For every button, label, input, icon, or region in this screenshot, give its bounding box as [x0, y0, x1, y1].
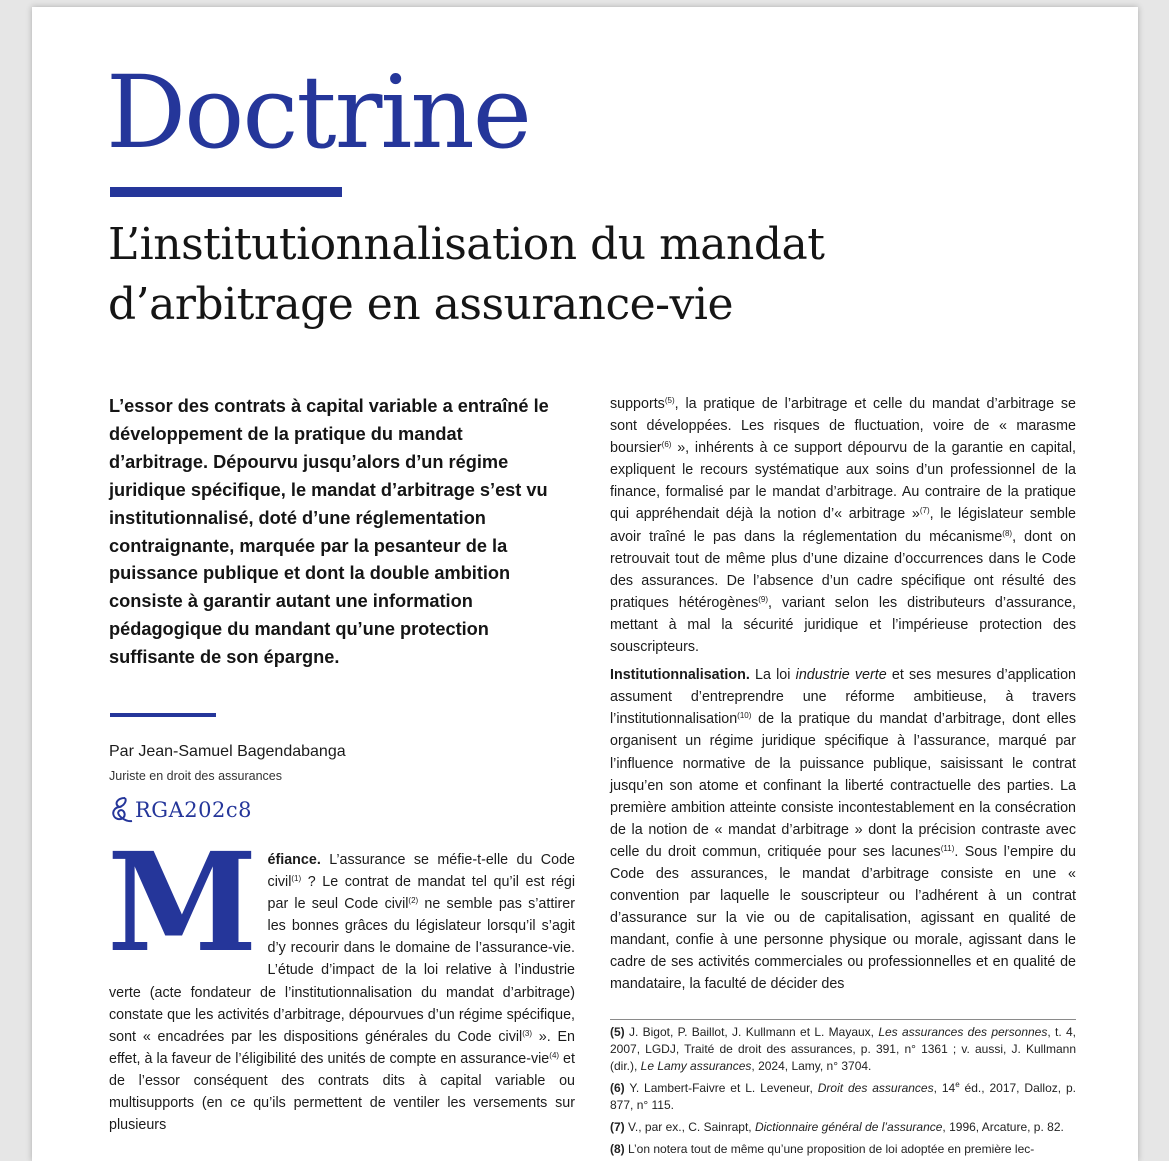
footnote-separator [610, 1019, 1076, 1020]
footnote-ref[interactable]: 1 [294, 874, 299, 884]
footnote-ref[interactable]: 7 [922, 506, 927, 516]
footnote-ref[interactable]: 11 [943, 843, 952, 853]
opening-paragraph: Méfiance. L’assurance se méfie-t-elle du Code civil$^{(1)}$ ? Le contrat de mandat tel qu’il est régi par le seul Code civil$^{(2)}$ ne semble pas s’attirer les bonnes grâces du législateur lorsqu’il s’agit d’y recourir dans le domaine de l’assurance-vie. L’étude d’impact de la loi relative à l’industrie verte (acte fondateur de l’institutionnalisation du mandat d’arbitrage) constate que les activités d’arbitrage, dépourvues d’un régime spécifique, sont « encadrées par les dispositions générales du Code civil$^{(3)}$ ». En effet, à la faveur de l’éligibilité des unités de compte en assurance-vie$^{(4)}$ et de l’essor conséquent des contrats dits à capital variable ou multisupports (en ce qu’ils permettent de ventiler les versements sur plusieurs [107, 823, 575, 1134]
paragraph-heading: éfiance. [267, 852, 321, 868]
footnote-text: L’on notera tout de même qu’une proposition de loi adoptée en première lec- [624, 1142, 1035, 1156]
body-text: et de l’essor conséquent des contrats dits à capital variable ou multisupports (en ce qu’ils permettent de ventiler les versements sur plusieurs [109, 1050, 575, 1134]
footnote [610, 1080, 1076, 1114]
left-column [107, 823, 575, 1136]
italic-text: industrie verte [795, 667, 887, 684]
footnote-text: , 1996, Arcature, p. 82. [942, 1120, 1064, 1134]
footnote-ref[interactable]: 10 [739, 711, 749, 721]
author-role: Juriste en droit des assurances [109, 769, 283, 783]
body-text: , la pratique de l’arbitrage et celle du mandat d’arbitrage se sont développées. Les risques de fluctuation, voire de « marasme boursier [610, 396, 1076, 457]
footnote-title: Droit des assurances [817, 1081, 934, 1095]
body-text: supports [610, 396, 665, 412]
body-text: ? Le contrat de mandat tel qu’il est régi par le seul Code civil [267, 874, 575, 913]
right-column [610, 393, 1076, 996]
body-text: . Sous l’empire du Code des assurances, le mandat d’arbitrage consiste en une « convention par laquelle le souscripteur ou l’adhérent à un contrat d’assurance sur la vie ou de capitalisation, agissant en qualité de mandant, confie à une personne physique ou morale, agissant dans le cadre de ses activités commerciales ou professionnelles et en qualité de mandataire, la faculté de décider des [610, 843, 1076, 993]
footnote-text: Y. Lambert-Faivre et L. Leveneur, [624, 1081, 818, 1095]
document-page [32, 7, 1138, 1161]
footnote-number: (5) [610, 1025, 625, 1039]
body-text: , variant selon les distributeurs d’assurance, mettant à mal la sécurité juridique et l’impérieuse protection des souscripteurs. [610, 594, 1076, 656]
footnote-ref[interactable]: 2 [411, 896, 416, 906]
footnote [610, 1141, 1076, 1158]
body-text: La loi [749, 667, 796, 684]
footnote-number: (6) [610, 1081, 625, 1095]
footnote-ref[interactable]: 9 [760, 594, 766, 604]
body-text: de la pratique du mandat d’arbitrage, dont elles organisent un régime juridique spécifique à l’assurance, marqué par l’influence normative de la puissance publique, saisissant le contrat jusqu’en son atome et confinant la liberté contractuelle des parties. La première ambition atteinte consiste incontestablement en la consécration de la notion de « mandat d’arbitrage » dont la précision contraste avec celle du droit commun, critiquée pour ses lacunes [610, 711, 1076, 860]
footnote-number: (7) [610, 1120, 625, 1134]
footnote-text: , 2024, Lamy, n° 3704. [751, 1059, 872, 1073]
footnote-text: J. Bigot, P. Baillot, J. Kullmann et L. Mayaux, [624, 1025, 879, 1039]
footnote-text: V., par ex., C. Sainrapt, [624, 1120, 755, 1134]
article-abstract: L’essor des contrats à capital variable a entraîné le développement de la pratique du mandat d’arbitrage. Dépourvu jusqu’alors d’un régime juridique spécifique, le mandat d’arbitrage s’est vu institutionnalisé, doté d’une réglementation contraignante, marquée par la pesanteur de la puissance publique et dont la double ambition consiste à garantir autant une information pédagogique du mandant qu’une protection suffisante de son épargne. [109, 396, 549, 668]
footnote-ref[interactable]: 4 [551, 1050, 557, 1060]
reference-code: RGA202c8 [135, 798, 252, 822]
footnote-text: , t. 4, 2007, LGDJ, Traité de droit des assurances, p. 391, n° 1361 ; v. aussi, J. Kullmann (dir.), [610, 1025, 1076, 1073]
footnote [610, 1119, 1076, 1136]
body-text: , le législateur semble avoir traîné le pas dans la réglementation du mécanisme [610, 506, 1076, 545]
article-reference [109, 793, 252, 827]
body-paragraph: supports$^{(5)}$, la pratique de l’arbitrage et celle du mandat d’arbitrage se sont développées. Les risques de fluctuation, voire de « marasme boursier$^{(6)}$ », inhérents à ce support dépourvu de la garantie en capital, expliquent le recours systématique aux soins d’un professionnel de la finance, formalisé par le mandat d’arbitrage. Au contraire de la pratique qui appréhendait déjà la notion d’« arbitrage »$^{(7)}$, le législateur semble avoir traîné le pas dans la réglementation du mécanisme$^{(8)}$, dont on retrouvait tout de même plus d’une dizaine d’occurrences dans le Code des assurances. De l’absence d’un cadre spécifique ont résulté des pratiques hétérogènes$^{(9)}$, variant selon les distributeurs d’assurance, mettant à mal la sécurité juridique et l’impérieuse protection des souscripteurs. [610, 396, 1076, 656]
footnote-title: Le Lamy assurances [640, 1059, 752, 1073]
body-text: et ses mesures d’application assument d’entreprendre une réforme ambitieuse, à travers l’institutionnalisation [610, 667, 1077, 728]
footnote-ref[interactable]: 5 [667, 396, 672, 405]
rga-monogram-icon [109, 795, 135, 825]
drop-cap: M [107, 823, 258, 983]
accent-rule [110, 187, 342, 197]
footnote-title: Les assurances des personnes [878, 1025, 1048, 1039]
paragraph-heading: Institutionnalisation. [610, 667, 750, 684]
footnote-title: Dictionnaire général de l’assurance [754, 1120, 943, 1134]
section-rubric: Doctrine [106, 54, 530, 171]
body-paragraph: Institutionnalisation. La loi industrie verte et ses mesures d’application assument d’entreprendre une réforme ambitieuse, à travers l’institutionnalisation$^{(10)}$ de la pratique du mandat d’arbitrage, dont elles organisent un régime juridique spécifique à l’assurance, marqué par l’influence normative de la puissance publique, saisissant le contrat jusqu’en son atome et confinant la liberté contractuelle des parties. La première ambition atteinte consiste incontestablement en la consécration de la notion de « mandat d’arbitrage » dont la précision contraste avec celle du droit commun, critiquée pour ses lacunes$^{(11)}$. Sous l’empire du Code des assurances, le mandat d’arbitrage consiste en une « convention par laquelle le souscripteur ou l’adhérent à un contrat d’assurance sur la vie ou de capitalisation, agissant en qualité de mandant, confie à une personne physique ou morale, agissant dans le cadre de ses activités commerciales ou professionnelles et en qualité de mandataire, la faculté de décider des [610, 667, 1077, 993]
author-name: Par Jean-Samuel Bagendabanga [109, 743, 346, 760]
body-text: , dont on retrouvait tout de même plus d’une dizaine d’occurrences dans le Code des assurances. De l’absence d’un cadre spécifique ont résulté des pratiques hétérogènes [610, 528, 1076, 611]
superscript: e [955, 1080, 960, 1089]
article-title: L’institutionnalisation du mandat d’arbitrage en assurance-vie [108, 219, 825, 330]
footnote-ref[interactable]: 3 [524, 1028, 530, 1038]
body-text: L’assurance se méfie-t-elle du Code civil [267, 852, 575, 891]
footnote-text: , 14 [933, 1081, 956, 1095]
footnotes [610, 1024, 1076, 1161]
footnote-number: (8) [610, 1142, 625, 1156]
body-text: ne semble pas s’attirer les bonnes grâces du législateur lorsqu’il s’agit d’y recourir dans le domaine de l’assurance-vie. L’étude d’impact de la loi relative à l’industrie verte (acte fondateur de l’institutionnalisation du mandat d’arbitrage) constate que les activités d’arbitrage, dépourvues d’un régime spécifique, sont « encadrées par les dispositions générales du Code civil [109, 896, 575, 1045]
body-text: », inhérents à ce support dépourvu de la garantie en capital, expliquent le recours systématique aux soins d’un professionnel de la finance, formalisé par le mandat d’arbitrage. Au contraire de la pratique qui appréhendait déjà la notion d’« arbitrage » [610, 440, 1076, 523]
footnote-text: éd., 2017, Dalloz, p. 877, n° 115. [610, 1081, 1076, 1112]
author-divider [110, 713, 216, 717]
body-text: ». En effet, à la faveur de l’éligibilité des unités de compte en assurance-vie [109, 1028, 575, 1067]
footnote-ref[interactable]: 8 [1004, 528, 1010, 538]
footnote [610, 1024, 1076, 1075]
footnote-ref[interactable]: 6 [664, 440, 669, 450]
